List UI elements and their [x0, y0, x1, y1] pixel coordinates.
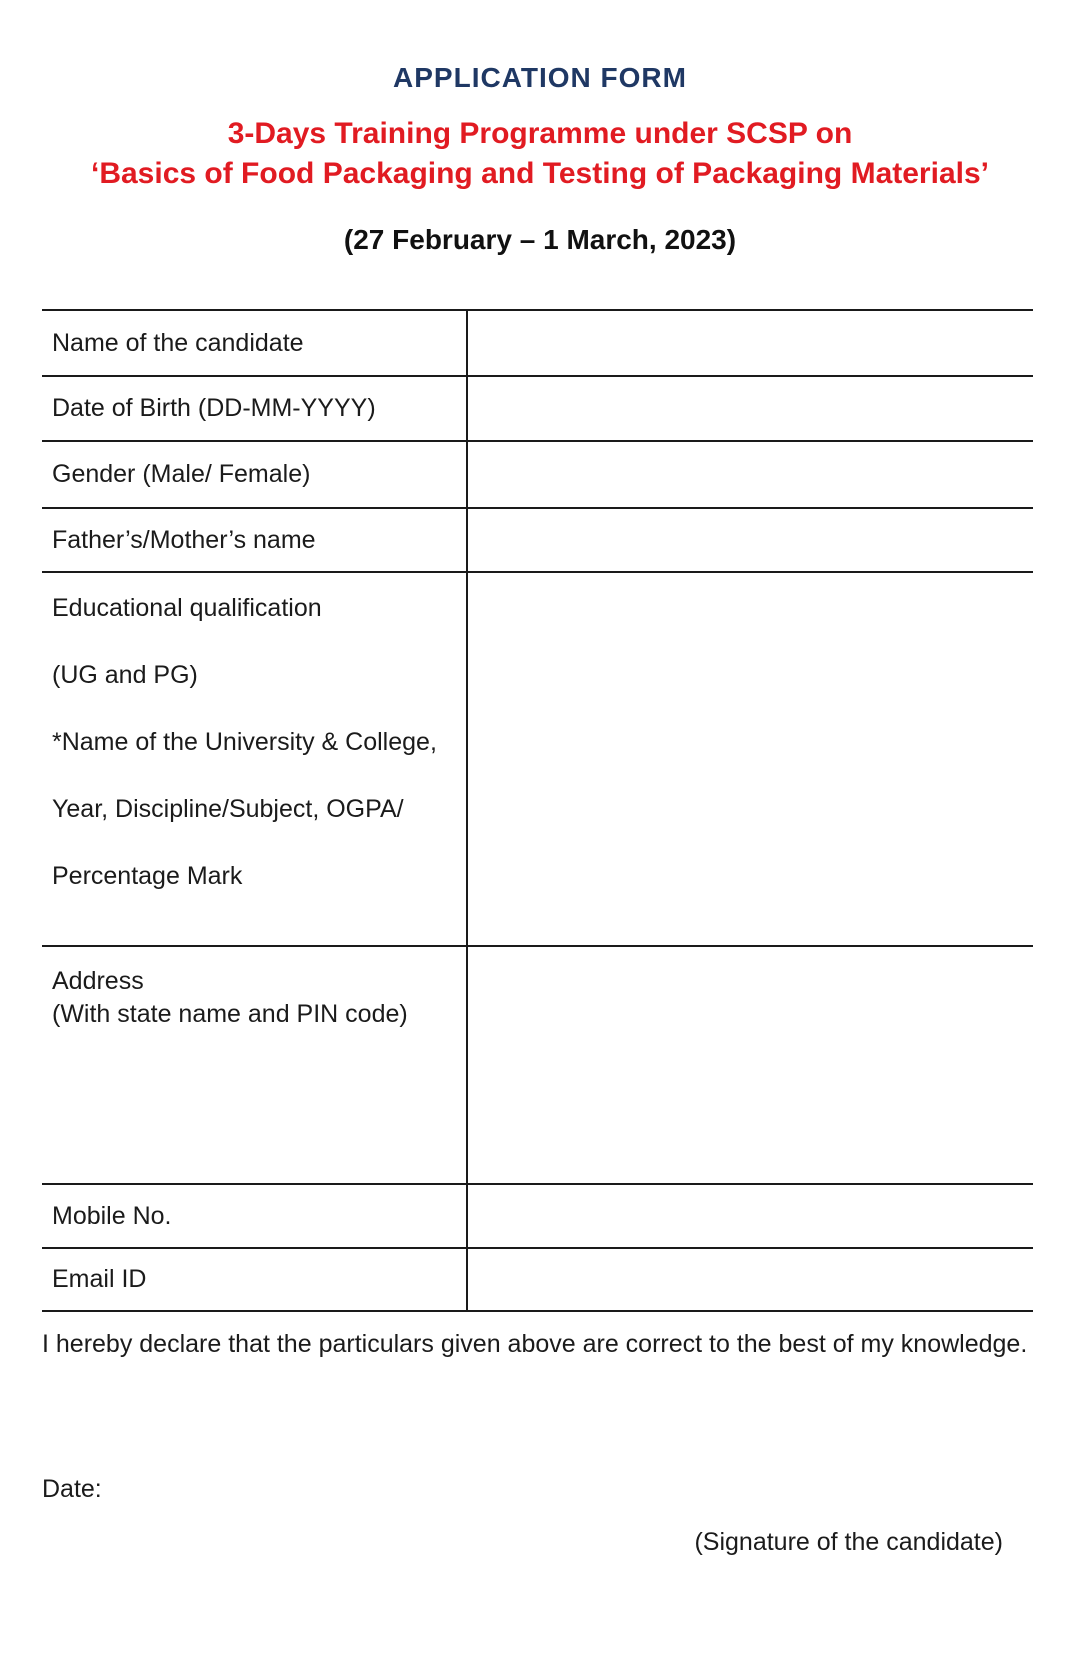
page-title: APPLICATION FORM [393, 62, 687, 93]
table-row-mobile [42, 1183, 1033, 1247]
table-row-dob [42, 375, 1033, 440]
programme-subtitle [0, 114, 1080, 194]
name-value-cell[interactable] [468, 311, 1033, 375]
education-label-line: Percentage Mark [52, 862, 243, 890]
row-label-mobile: Mobile No. [42, 1185, 468, 1247]
education-label-line: *Name of the University & College, [52, 728, 437, 756]
mobile-value-cell[interactable] [468, 1185, 1033, 1247]
education-label-line: (UG and PG) [52, 661, 198, 689]
signature-label: (Signature of the candidate) [694, 1528, 1003, 1556]
table-row-parent-name [42, 507, 1033, 571]
table-row-education [42, 571, 1033, 945]
declaration-text: I hereby declare that the particulars given above are correct to the best of my knowledge. [42, 1330, 1028, 1358]
row-label-education [42, 573, 468, 945]
subtitle-line-1: 3-Days Training Programme under SCSP on [227, 117, 853, 150]
education-value-cell[interactable] [468, 573, 1033, 945]
education-label-line: Educational qualification [52, 594, 322, 622]
dob-value-cell[interactable] [468, 377, 1033, 440]
row-label-parent-name: Father’s/Mother’s name [42, 509, 468, 571]
row-label-gender: Gender (Male/ Female) [42, 442, 468, 507]
education-label-line: Year, Discipline/Subject, OGPA/ [52, 795, 404, 823]
address-label-line: Address [52, 967, 144, 995]
table-row-gender [42, 440, 1033, 507]
table-row-name [42, 309, 1033, 375]
date-label: Date: [42, 1475, 102, 1503]
address-label-line: (With state name and PIN code) [52, 1000, 408, 1028]
parent-name-value-cell[interactable] [468, 509, 1033, 571]
row-label-address [42, 947, 468, 1183]
programme-dates: (27 February – 1 March, 2023) [343, 224, 737, 255]
email-value-cell[interactable] [468, 1249, 1033, 1310]
row-label-email: Email ID [42, 1249, 468, 1310]
gender-value-cell[interactable] [468, 442, 1033, 507]
table-row-email [42, 1247, 1033, 1310]
address-value-cell[interactable] [468, 947, 1033, 1183]
row-label-name: Name of the candidate [42, 311, 468, 375]
application-form-table [42, 309, 1033, 1312]
table-row-address [42, 945, 1033, 1183]
row-label-dob: Date of Birth (DD-MM-YYYY) [42, 377, 468, 440]
subtitle-line-2: ‘Basics of Food Packaging and Testing of Packaging Materials’ [91, 157, 989, 190]
